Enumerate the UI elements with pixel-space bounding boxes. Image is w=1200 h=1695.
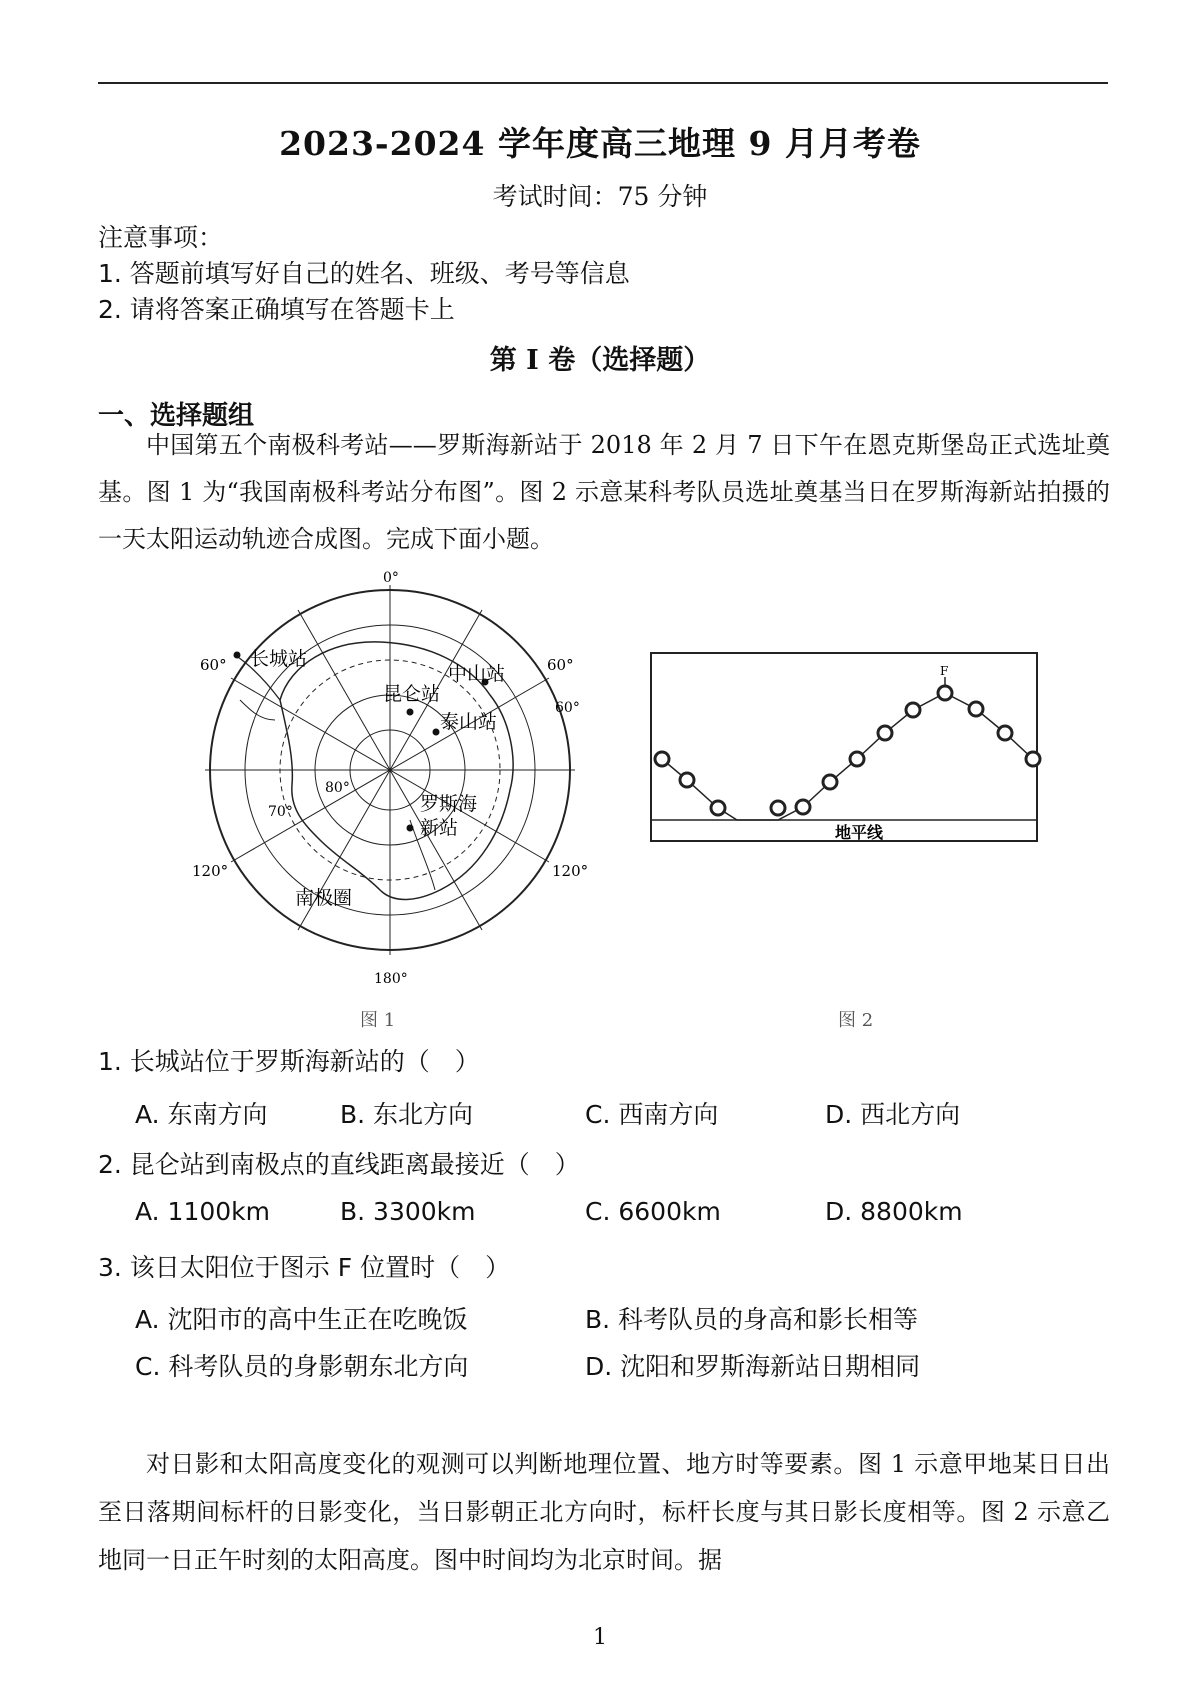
changcheng-label: 长城站	[250, 648, 308, 670]
figure-1-map	[180, 570, 620, 990]
lon-60-left-label: 60°	[200, 656, 227, 674]
question-1-option-d: D. 西北方向	[825, 1100, 961, 1129]
question-1-option-b: B. 东北方向	[340, 1100, 474, 1129]
section-title: 第 I 卷（选择题）	[489, 345, 711, 376]
rossea-marker	[407, 825, 414, 832]
lon-0-label: 0°	[383, 570, 399, 586]
lon-120-left-label: 120°	[192, 862, 229, 880]
question-1-option-a: A. 东南方向	[135, 1100, 268, 1129]
horizon-label: 地平线	[835, 823, 884, 842]
figure-2-caption: 图 2	[838, 1010, 874, 1031]
rossea-label-2: 新站	[420, 817, 459, 839]
zhongshan-label: 中山站	[448, 663, 506, 685]
changcheng-marker	[234, 652, 241, 659]
lat-70-label: 70°	[268, 804, 293, 820]
taishan-marker	[433, 729, 440, 736]
question-2-option-b: B. 3300km	[340, 1197, 476, 1226]
passage-1: 中国第五个南极科考站——罗斯海新站于 2018 年 2 月 7 日下午在恩克斯堡岛正式选址奠基。图 1 为“我国南极科考站分布图”。图 2 示意某科考队员选址奠基当日在罗斯海新站拍摄的一天太阳运动轨迹合成图。完成下面小题。	[98, 431, 1110, 553]
lat-80-label: 80°	[325, 780, 350, 796]
question-1-option-c: C. 西南方向	[585, 1100, 719, 1129]
page-number: 1	[593, 1625, 607, 1650]
taishan-label: 泰山站	[440, 711, 498, 733]
page-title: 2023-2024 学年度高三地理 9 月月考卷	[279, 124, 921, 163]
kunlun-label: 昆仑站	[383, 683, 441, 705]
question-2-option-d: D. 8800km	[825, 1197, 963, 1226]
question-2-option-a: A. 1100km	[135, 1197, 271, 1226]
notice-item-1: 1. 答题前填写好自己的姓名、班级、考号等信息	[98, 259, 630, 288]
kunlun-marker	[407, 709, 414, 716]
question-1-stem: 1. 长城站位于罗斯海新站的（ ）	[98, 1047, 480, 1076]
question-3-stem: 3. 该日太阳位于图示 F 位置时（ ）	[98, 1253, 511, 1282]
passage-2: 对日影和太阳高度变化的观测可以判断地理位置、地方时等要素。图 1 示意甲地某日日出至日落期间标杆的日影变化，当日影朝正北方向时，标杆长度与其日影长度相等。图 2 示意乙地同一日正午时刻的太阳高度。图中时间均为北京时间。据	[98, 1450, 1110, 1574]
rossea-label-1: 罗斯海	[420, 793, 478, 815]
lon-180-label: 180°	[374, 971, 408, 987]
figure-2-sun-path	[645, 645, 1045, 850]
top-rule	[98, 82, 1108, 84]
question-3-option-d: D. 沈阳和罗斯海新站日期相同	[585, 1352, 921, 1381]
notice-item-2: 2. 请将答案正确填写在答题卡上	[98, 295, 455, 324]
question-2-option-c: C. 6600km	[585, 1197, 721, 1226]
antarctic-circle-label: 南极圈	[295, 887, 353, 909]
sun-point-f-label: F	[940, 664, 949, 678]
notice-heading: 注意事项：	[98, 223, 224, 252]
question-2-stem: 2. 昆仑站到南极点的直线距离最接近（ ）	[98, 1150, 580, 1179]
figure-1-caption: 图 1	[360, 1010, 396, 1031]
lon-60-right-label: 60°	[547, 656, 574, 674]
lon-120-right-label: 120°	[552, 862, 589, 880]
question-3-option-b: B. 科考队员的身高和影长相等	[585, 1305, 919, 1334]
question-3-option-c: C. 科考队员的身影朝东北方向	[135, 1352, 469, 1381]
exam-time: 考试时间：75 分钟	[492, 182, 708, 211]
question-3-option-a: A. 沈阳市的高中生正在吃晚饭	[135, 1305, 468, 1334]
lat-60-label: 60°	[555, 700, 580, 716]
group-title: 一、选择题组	[98, 401, 255, 431]
